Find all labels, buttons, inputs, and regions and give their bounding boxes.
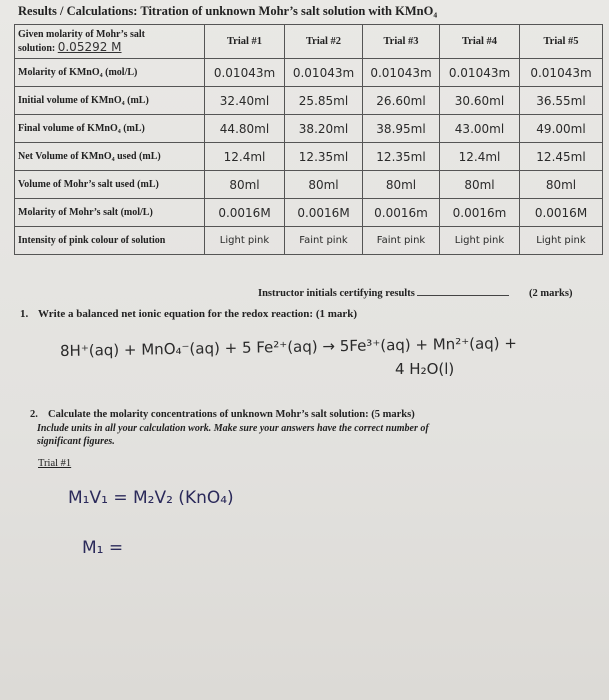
table-cell: 12.4ml	[205, 143, 285, 171]
table-cell: 0.01043m	[520, 59, 603, 87]
table-cell: 25.85ml	[285, 87, 363, 115]
question-2-number: 2.	[30, 409, 38, 420]
table-row	[15, 171, 603, 199]
question-1-answer-line-1: 8H⁺(aq) + MnO₄⁻(aq) + 5 Fe²⁺(aq) → 5Fe³⁺(aq) + Mn²⁺(aq) +	[59, 334, 518, 360]
instructor-marks: (2 marks)	[529, 288, 573, 299]
table-header-row	[15, 25, 603, 59]
row-label: Intensity of pink colour of solution	[15, 227, 205, 255]
table-cell: 80ml	[205, 171, 285, 199]
table-cell: Light pink	[205, 227, 285, 255]
instructor-initials-label	[258, 288, 509, 299]
given-molarity-label-1: Given molarity of Mohr’s salt	[18, 28, 146, 40]
table-cell: 38.95ml	[363, 115, 440, 143]
table-cell: Faint pink	[285, 227, 363, 255]
table-row	[15, 115, 603, 143]
table-row	[15, 59, 603, 87]
table-cell: 26.60ml	[363, 87, 440, 115]
table-cell: 38.20ml	[285, 115, 363, 143]
table-row	[15, 227, 603, 255]
results-table	[14, 24, 603, 255]
instructor-initials-blank	[417, 295, 509, 296]
question-1-text: Write a balanced net ionic equation for the redox reaction: (1 mark)	[38, 308, 358, 320]
table-cell: Light pink	[520, 227, 603, 255]
table-cell: 30.60ml	[440, 87, 520, 115]
row-label: Volume of Mohr’s salt used (mL)	[15, 171, 205, 199]
table-cell: 0.0016m	[363, 199, 440, 227]
table-cell: 0.0016m	[440, 199, 520, 227]
question-2-work-line-2: M₁ =	[82, 538, 124, 558]
table-cell: 49.00ml	[520, 115, 603, 143]
table-cell: 80ml	[285, 171, 363, 199]
question-1-number: 1.	[20, 308, 29, 320]
question-2-instructions-2: significant figures.	[37, 436, 115, 447]
table-cell: 12.35ml	[363, 143, 440, 171]
question-2-text: Calculate the molarity concentrations of unknown Mohr’s salt solution: (5 marks)	[48, 409, 415, 420]
table-cell: 80ml	[363, 171, 440, 199]
given-molarity-label-2-text: solution:	[18, 42, 56, 54]
question-2-instructions-1: Include units in all your calculation work. Make sure your answers have the correct number of	[37, 423, 429, 434]
trial-header: Trial #2	[285, 25, 363, 59]
table-cell: 80ml	[440, 171, 520, 199]
row-label: Net Volume of KMnO₄ used (mL)	[15, 143, 205, 171]
table-row	[15, 199, 603, 227]
question-2-work-line-1: M₁V₁ = M₂V₂ (KnO₄)	[68, 488, 234, 508]
table-cell: 0.0016M	[205, 199, 285, 227]
row-label: Initial volume of KMnO₄ (mL)	[15, 87, 205, 115]
table-cell: 32.40ml	[205, 87, 285, 115]
given-molarity-label-2	[18, 41, 201, 55]
table-cell: 80ml	[520, 171, 603, 199]
row-label: Final volume of KMnO₄ (mL)	[15, 115, 205, 143]
trial-header: Trial #5	[520, 25, 603, 59]
question-1-answer-line-2: 4 H₂O(l)	[395, 360, 455, 378]
row-label: Molarity of Mohr’s salt (mol/L)	[15, 199, 205, 227]
table-row	[15, 143, 603, 171]
page-heading: Results / Calculations: Titration of unknown Mohr’s salt solution with KMnO₄	[18, 4, 438, 18]
trial-header: Trial #1	[205, 25, 285, 59]
table-cell: 0.01043m	[285, 59, 363, 87]
table-cell: 0.01043m	[205, 59, 285, 87]
trial-1-label: Trial #1	[38, 458, 72, 469]
table-cell: Light pink	[440, 227, 520, 255]
table-cell: 0.0016M	[520, 199, 603, 227]
table-cell: 0.0016M	[285, 199, 363, 227]
table-cell: 12.4ml	[440, 143, 520, 171]
instructor-initials-text: Instructor initials certifying results	[258, 288, 415, 299]
table-cell: 0.01043m	[440, 59, 520, 87]
table-cell: 0.01043m	[363, 59, 440, 87]
table-cell: 44.80ml	[205, 115, 285, 143]
table-cell: 12.35ml	[285, 143, 363, 171]
given-molarity-value: 0.05292 M	[57, 39, 122, 54]
table-row	[15, 87, 603, 115]
table-cell: 36.55ml	[520, 87, 603, 115]
molarity-given-cell	[15, 25, 205, 59]
trial-header: Trial #3	[363, 25, 440, 59]
table-cell: Faint pink	[363, 227, 440, 255]
trial-header: Trial #4	[440, 25, 520, 59]
table-cell: 12.45ml	[520, 143, 603, 171]
row-label: Molarity of KMnO₄ (mol/L)	[15, 59, 205, 87]
table-cell: 43.00ml	[440, 115, 520, 143]
